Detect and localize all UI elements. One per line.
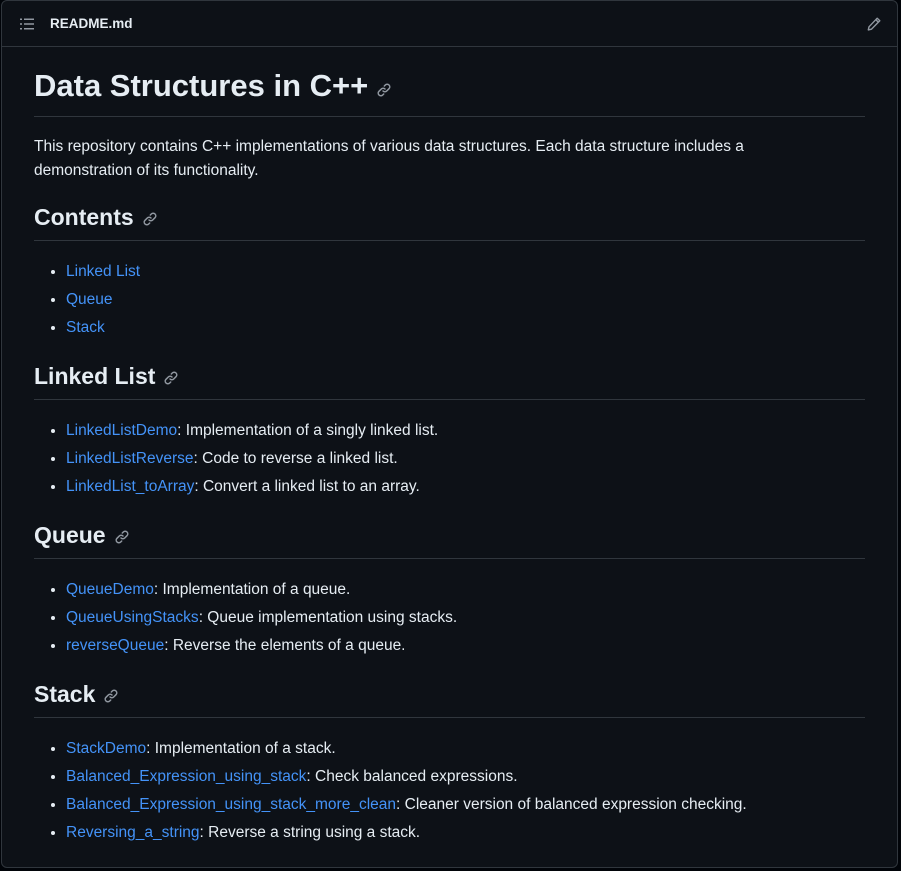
contents-section	[34, 202, 865, 342]
link-icon[interactable]	[163, 363, 179, 393]
file-link[interactable]: StackDemo	[66, 739, 147, 757]
item-description: : Code to reverse a linked list.	[193, 449, 398, 467]
list-item	[66, 791, 865, 819]
linked-list-heading-text: Linked List	[34, 362, 156, 389]
list-item	[66, 417, 865, 445]
link-icon[interactable]	[142, 204, 158, 234]
list-item	[66, 604, 865, 632]
list-item	[66, 314, 865, 342]
stack-list	[34, 735, 865, 847]
list-item	[66, 576, 865, 604]
list-item	[66, 445, 865, 473]
file-link[interactable]: LinkedListDemo	[66, 421, 178, 439]
contents-link-stack[interactable]: Stack	[66, 318, 105, 336]
linked-list-list	[34, 417, 865, 501]
intro-paragraph: This repository contains C++ implementations of various data structures. Each data structure includes a demonstration of its functionality.	[34, 137, 744, 179]
queue-heading-text: Queue	[34, 521, 106, 548]
link-icon[interactable]	[114, 522, 130, 552]
queue-heading	[34, 520, 865, 559]
queue-section	[34, 520, 865, 660]
readme-header	[2, 1, 897, 47]
page-title-text: Data Structures in C++	[34, 68, 369, 103]
list-item	[66, 473, 865, 501]
item-description: : Implementation of a singly linked list.	[177, 421, 439, 439]
file-link[interactable]: Balanced_Expression_using_stack_more_clean	[66, 795, 397, 813]
contents-heading	[34, 202, 865, 241]
list-item	[66, 258, 865, 286]
file-link[interactable]: Balanced_Expression_using_stack	[66, 767, 307, 785]
contents-list	[34, 258, 865, 342]
page-title	[34, 47, 865, 117]
readme-body	[2, 47, 897, 847]
stack-heading-text: Stack	[34, 680, 96, 707]
file-link[interactable]: QueueDemo	[66, 580, 154, 598]
queue-list	[34, 576, 865, 660]
link-icon[interactable]	[376, 69, 392, 107]
item-description: : Reverse the elements of a queue.	[164, 636, 406, 654]
item-description: : Implementation of a queue.	[153, 580, 351, 598]
contents-link-queue[interactable]: Queue	[66, 290, 113, 308]
file-link[interactable]: LinkedListReverse	[66, 449, 194, 467]
item-description: : Convert a linked list to an array.	[194, 477, 420, 495]
contents-heading-text: Contents	[34, 203, 134, 230]
link-icon[interactable]	[103, 681, 119, 711]
item-description: : Queue implementation using stacks.	[198, 608, 458, 626]
file-name: README.md	[50, 16, 133, 31]
list-item	[66, 632, 865, 660]
item-description: : Reverse a string using a stack.	[199, 823, 421, 841]
pencil-icon[interactable]	[865, 15, 883, 33]
item-description: : Implementation of a stack.	[146, 739, 336, 757]
item-description: : Check balanced expressions.	[306, 767, 518, 785]
stack-heading	[34, 679, 865, 718]
file-link[interactable]: reverseQueue	[66, 636, 165, 654]
list-item	[66, 735, 865, 763]
item-description: : Cleaner version of balanced expression checking.	[396, 795, 747, 813]
linked-list-section	[34, 361, 865, 501]
file-link[interactable]: QueueUsingStacks	[66, 608, 199, 626]
list-unordered-icon[interactable]	[18, 15, 36, 33]
list-item	[66, 763, 865, 791]
linked-list-heading	[34, 361, 865, 400]
contents-link-linked-list[interactable]: Linked List	[66, 262, 141, 280]
list-item	[66, 286, 865, 314]
list-item	[66, 819, 865, 847]
stack-section	[34, 679, 865, 847]
file-link[interactable]: Reversing_a_string	[66, 823, 200, 841]
readme-panel	[1, 0, 898, 868]
file-link[interactable]: LinkedList_toArray	[66, 477, 195, 495]
